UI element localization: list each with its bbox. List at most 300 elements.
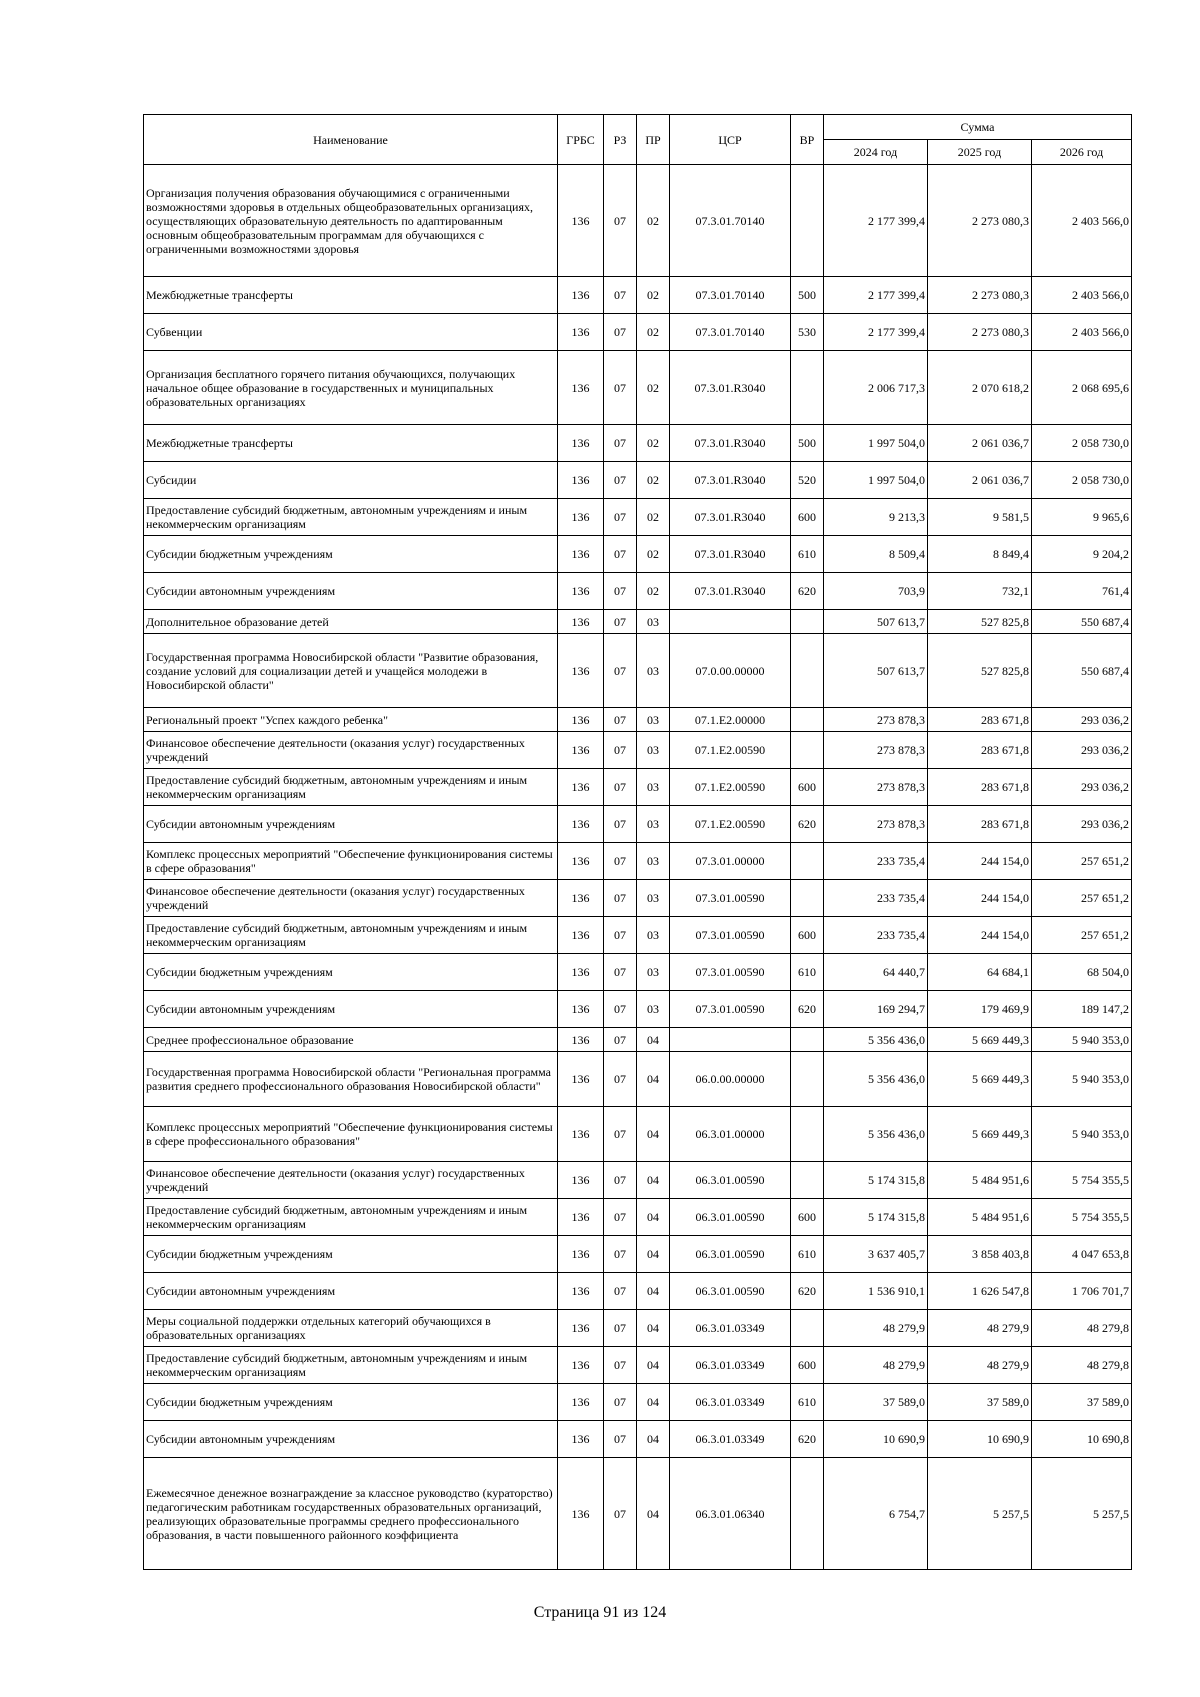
cell-csr: 07.3.01.00590 bbox=[670, 954, 791, 991]
cell-csr: 07.3.01.R3040 bbox=[670, 462, 791, 499]
cell-sum-2024: 1 997 504,0 bbox=[824, 462, 928, 499]
cell-grbs: 136 bbox=[558, 1384, 604, 1421]
cell-sum-2024: 6 754,7 bbox=[824, 1458, 928, 1570]
table-row bbox=[144, 1052, 1132, 1107]
cell-sum-2026: 293 036,2 bbox=[1032, 806, 1132, 843]
cell-name: Субсидии бюджетным учреждениям bbox=[144, 954, 558, 991]
cell-vr bbox=[791, 1107, 824, 1162]
cell-vr: 620 bbox=[791, 806, 824, 843]
cell-vr bbox=[791, 843, 824, 880]
table-row bbox=[144, 769, 1132, 806]
cell-pr: 03 bbox=[637, 806, 670, 843]
table-row bbox=[144, 732, 1132, 769]
table-row bbox=[144, 1310, 1132, 1347]
cell-pr: 03 bbox=[637, 769, 670, 806]
cell-sum-2024: 37 589,0 bbox=[824, 1384, 928, 1421]
cell-grbs: 136 bbox=[558, 165, 604, 277]
cell-vr: 530 bbox=[791, 314, 824, 351]
header-year-2025: 2025 год bbox=[928, 140, 1032, 165]
cell-sum-2024: 2 177 399,4 bbox=[824, 314, 928, 351]
cell-name: Предоставление субсидий бюджетным, автономным учреждениям и иным некоммерческим организациям bbox=[144, 769, 558, 806]
cell-vr bbox=[791, 351, 824, 425]
cell-grbs: 136 bbox=[558, 277, 604, 314]
cell-sum-2024: 5 356 436,0 bbox=[824, 1028, 928, 1052]
cell-csr: 07.1.E2.00590 bbox=[670, 769, 791, 806]
cell-csr: 07.3.01.70140 bbox=[670, 165, 791, 277]
cell-name: Региональный проект "Успех каждого ребенка" bbox=[144, 708, 558, 732]
cell-grbs: 136 bbox=[558, 536, 604, 573]
cell-pr: 02 bbox=[637, 351, 670, 425]
cell-rz: 07 bbox=[604, 634, 637, 708]
cell-name: Дополнительное образование детей bbox=[144, 610, 558, 634]
cell-sum-2026: 10 690,8 bbox=[1032, 1421, 1132, 1458]
cell-sum-2025: 48 279,9 bbox=[928, 1310, 1032, 1347]
cell-sum-2025: 2 061 036,7 bbox=[928, 462, 1032, 499]
cell-name: Субсидии bbox=[144, 462, 558, 499]
cell-csr: 06.3.01.03349 bbox=[670, 1310, 791, 1347]
cell-rz: 07 bbox=[604, 880, 637, 917]
cell-sum-2026: 189 147,2 bbox=[1032, 991, 1132, 1028]
cell-csr: 07.3.01.00590 bbox=[670, 991, 791, 1028]
table-row bbox=[144, 954, 1132, 991]
cell-sum-2026: 761,4 bbox=[1032, 573, 1132, 610]
cell-sum-2024: 5 174 315,8 bbox=[824, 1199, 928, 1236]
cell-sum-2024: 233 735,4 bbox=[824, 843, 928, 880]
cell-grbs: 136 bbox=[558, 314, 604, 351]
cell-vr bbox=[791, 634, 824, 708]
cell-sum-2025: 2 273 080,3 bbox=[928, 165, 1032, 277]
cell-sum-2025: 244 154,0 bbox=[928, 917, 1032, 954]
cell-name: Финансовое обеспечение деятельности (оказания услуг) государственных учреждений bbox=[144, 1162, 558, 1199]
cell-pr: 03 bbox=[637, 954, 670, 991]
cell-pr: 02 bbox=[637, 277, 670, 314]
cell-vr bbox=[791, 880, 824, 917]
cell-sum-2024: 703,9 bbox=[824, 573, 928, 610]
cell-rz: 07 bbox=[604, 806, 637, 843]
cell-name: Ежемесячное денежное вознаграждение за классное руководство (кураторство) педагогическим работникам государственных образовательных организаций, реализующих образовательные программы среднего профессионального образования, в части повышенного районного коэффициента bbox=[144, 1458, 558, 1570]
cell-sum-2026: 37 589,0 bbox=[1032, 1384, 1132, 1421]
cell-sum-2024: 5 356 436,0 bbox=[824, 1052, 928, 1107]
cell-pr: 04 bbox=[637, 1107, 670, 1162]
cell-vr: 610 bbox=[791, 1236, 824, 1273]
cell-pr: 03 bbox=[637, 991, 670, 1028]
cell-sum-2024: 169 294,7 bbox=[824, 991, 928, 1028]
cell-rz: 07 bbox=[604, 1458, 637, 1570]
cell-grbs: 136 bbox=[558, 917, 604, 954]
cell-rz: 07 bbox=[604, 1028, 637, 1052]
cell-pr: 04 bbox=[637, 1458, 670, 1570]
cell-pr: 02 bbox=[637, 573, 670, 610]
cell-rz: 07 bbox=[604, 1421, 637, 1458]
cell-name: Межбюджетные трансферты bbox=[144, 425, 558, 462]
cell-csr: 06.3.01.03349 bbox=[670, 1384, 791, 1421]
cell-grbs: 136 bbox=[558, 610, 604, 634]
cell-pr: 04 bbox=[637, 1273, 670, 1310]
table-row bbox=[144, 1421, 1132, 1458]
cell-sum-2026: 550 687,4 bbox=[1032, 634, 1132, 708]
cell-name: Среднее профессиональное образование bbox=[144, 1028, 558, 1052]
cell-grbs: 136 bbox=[558, 462, 604, 499]
cell-pr: 03 bbox=[637, 610, 670, 634]
cell-sum-2026: 9 965,6 bbox=[1032, 499, 1132, 536]
cell-sum-2024: 9 213,3 bbox=[824, 499, 928, 536]
cell-rz: 07 bbox=[604, 573, 637, 610]
cell-csr: 07.3.01.R3040 bbox=[670, 499, 791, 536]
cell-pr: 03 bbox=[637, 917, 670, 954]
cell-pr: 03 bbox=[637, 843, 670, 880]
cell-sum-2025: 283 671,8 bbox=[928, 769, 1032, 806]
cell-sum-2024: 273 878,3 bbox=[824, 732, 928, 769]
table-row bbox=[144, 1273, 1132, 1310]
cell-csr: 06.3.01.00590 bbox=[670, 1273, 791, 1310]
cell-pr: 04 bbox=[637, 1384, 670, 1421]
cell-sum-2026: 257 651,2 bbox=[1032, 917, 1132, 954]
cell-pr: 04 bbox=[637, 1162, 670, 1199]
cell-vr: 500 bbox=[791, 425, 824, 462]
cell-name: Субвенции bbox=[144, 314, 558, 351]
cell-sum-2024: 48 279,9 bbox=[824, 1347, 928, 1384]
cell-name: Финансовое обеспечение деятельности (оказания услуг) государственных учреждений bbox=[144, 880, 558, 917]
cell-sum-2026: 5 754 355,5 bbox=[1032, 1162, 1132, 1199]
cell-grbs: 136 bbox=[558, 1199, 604, 1236]
cell-sum-2025: 5 669 449,3 bbox=[928, 1052, 1032, 1107]
cell-grbs: 136 bbox=[558, 1347, 604, 1384]
cell-sum-2024: 8 509,4 bbox=[824, 536, 928, 573]
cell-csr: 07.3.01.00590 bbox=[670, 917, 791, 954]
cell-sum-2025: 5 484 951,6 bbox=[928, 1162, 1032, 1199]
cell-rz: 07 bbox=[604, 708, 637, 732]
cell-grbs: 136 bbox=[558, 1458, 604, 1570]
cell-name: Межбюджетные трансферты bbox=[144, 277, 558, 314]
cell-sum-2025: 283 671,8 bbox=[928, 708, 1032, 732]
cell-grbs: 136 bbox=[558, 1421, 604, 1458]
cell-grbs: 136 bbox=[558, 499, 604, 536]
table-row bbox=[144, 277, 1132, 314]
table-row bbox=[144, 1458, 1132, 1570]
cell-name: Государственная программа Новосибирской области "Региональная программа развития среднего профессионального образования Новосибирской области" bbox=[144, 1052, 558, 1107]
cell-pr: 04 bbox=[637, 1236, 670, 1273]
cell-vr: 500 bbox=[791, 277, 824, 314]
cell-sum-2024: 5 356 436,0 bbox=[824, 1107, 928, 1162]
cell-name: Предоставление субсидий бюджетным, автономным учреждениям и иным некоммерческим организациям bbox=[144, 499, 558, 536]
cell-sum-2026: 5 754 355,5 bbox=[1032, 1199, 1132, 1236]
cell-sum-2024: 233 735,4 bbox=[824, 917, 928, 954]
cell-name: Субсидии бюджетным учреждениям bbox=[144, 536, 558, 573]
cell-csr: 06.0.00.00000 bbox=[670, 1052, 791, 1107]
cell-pr: 04 bbox=[637, 1052, 670, 1107]
cell-pr: 03 bbox=[637, 634, 670, 708]
header-grbs: ГРБС bbox=[558, 115, 604, 165]
table-row bbox=[144, 1162, 1132, 1199]
header-csr: ЦСР bbox=[670, 115, 791, 165]
cell-csr: 07.3.01.R3040 bbox=[670, 536, 791, 573]
cell-csr: 06.3.01.00590 bbox=[670, 1199, 791, 1236]
cell-csr: 07.3.01.70140 bbox=[670, 277, 791, 314]
cell-vr: 600 bbox=[791, 917, 824, 954]
cell-sum-2025: 37 589,0 bbox=[928, 1384, 1032, 1421]
cell-grbs: 136 bbox=[558, 769, 604, 806]
cell-vr bbox=[791, 708, 824, 732]
cell-vr: 600 bbox=[791, 1347, 824, 1384]
cell-grbs: 136 bbox=[558, 1162, 604, 1199]
cell-sum-2024: 2 177 399,4 bbox=[824, 165, 928, 277]
cell-sum-2025: 9 581,5 bbox=[928, 499, 1032, 536]
table-row bbox=[144, 1107, 1132, 1162]
cell-name: Субсидии автономным учреждениям bbox=[144, 573, 558, 610]
table-row bbox=[144, 610, 1132, 634]
cell-pr: 04 bbox=[637, 1310, 670, 1347]
cell-name: Комплекс процессных мероприятий "Обеспечение функционирования системы в сфере профессионального образования" bbox=[144, 1107, 558, 1162]
cell-sum-2025: 5 484 951,6 bbox=[928, 1199, 1032, 1236]
cell-rz: 07 bbox=[604, 1162, 637, 1199]
cell-sum-2026: 48 279,8 bbox=[1032, 1310, 1132, 1347]
page-number: Страница 91 из 124 bbox=[533, 1604, 667, 1621]
cell-sum-2025: 283 671,8 bbox=[928, 806, 1032, 843]
cell-sum-2026: 2 403 566,0 bbox=[1032, 314, 1132, 351]
header-name: Наименование bbox=[144, 115, 558, 165]
cell-vr: 600 bbox=[791, 769, 824, 806]
cell-grbs: 136 bbox=[558, 634, 604, 708]
cell-sum-2024: 2 006 717,3 bbox=[824, 351, 928, 425]
cell-name: Организация бесплатного горячего питания обучающихся, получающих начальное общее образование в государственных и муниципальных образовательных организациях bbox=[144, 351, 558, 425]
cell-csr: 07.3.01.R3040 bbox=[670, 573, 791, 610]
cell-csr bbox=[670, 610, 791, 634]
cell-vr: 600 bbox=[791, 499, 824, 536]
cell-name: Субсидии автономным учреждениям bbox=[144, 991, 558, 1028]
cell-sum-2026: 2 068 695,6 bbox=[1032, 351, 1132, 425]
cell-sum-2024: 10 690,9 bbox=[824, 1421, 928, 1458]
table-row bbox=[144, 573, 1132, 610]
cell-name: Предоставление субсидий бюджетным, автономным учреждениям и иным некоммерческим организациям bbox=[144, 1199, 558, 1236]
cell-sum-2026: 48 279,8 bbox=[1032, 1347, 1132, 1384]
cell-rz: 07 bbox=[604, 499, 637, 536]
cell-pr: 02 bbox=[637, 165, 670, 277]
cell-rz: 07 bbox=[604, 732, 637, 769]
cell-sum-2025: 2 070 618,2 bbox=[928, 351, 1032, 425]
header-year-2026: 2026 год bbox=[1032, 140, 1132, 165]
cell-grbs: 136 bbox=[558, 708, 604, 732]
table-row bbox=[144, 1028, 1132, 1052]
cell-sum-2026: 293 036,2 bbox=[1032, 732, 1132, 769]
table-row bbox=[144, 1236, 1132, 1273]
header-sum: Сумма bbox=[824, 115, 1132, 140]
cell-grbs: 136 bbox=[558, 351, 604, 425]
cell-csr: 06.3.01.03349 bbox=[670, 1347, 791, 1384]
cell-vr bbox=[791, 1052, 824, 1107]
cell-sum-2026: 2 058 730,0 bbox=[1032, 425, 1132, 462]
cell-pr: 04 bbox=[637, 1199, 670, 1236]
cell-pr: 02 bbox=[637, 425, 670, 462]
cell-sum-2025: 179 469,9 bbox=[928, 991, 1032, 1028]
cell-sum-2025: 48 279,9 bbox=[928, 1347, 1032, 1384]
cell-csr: 07.3.01.R3040 bbox=[670, 351, 791, 425]
cell-csr: 06.3.01.00000 bbox=[670, 1107, 791, 1162]
cell-csr: 07.3.01.R3040 bbox=[670, 425, 791, 462]
cell-rz: 07 bbox=[604, 314, 637, 351]
cell-vr: 610 bbox=[791, 536, 824, 573]
cell-pr: 02 bbox=[637, 499, 670, 536]
cell-sum-2024: 2 177 399,4 bbox=[824, 277, 928, 314]
cell-vr bbox=[791, 610, 824, 634]
cell-sum-2025: 283 671,8 bbox=[928, 732, 1032, 769]
cell-sum-2026: 4 047 653,8 bbox=[1032, 1236, 1132, 1273]
cell-pr: 02 bbox=[637, 462, 670, 499]
cell-name: Субсидии бюджетным учреждениям bbox=[144, 1384, 558, 1421]
cell-name: Предоставление субсидий бюджетным, автономным учреждениям и иным некоммерческим организациям bbox=[144, 1347, 558, 1384]
table-row bbox=[144, 1199, 1132, 1236]
cell-rz: 07 bbox=[604, 351, 637, 425]
cell-vr bbox=[791, 1162, 824, 1199]
cell-pr: 03 bbox=[637, 732, 670, 769]
table-row bbox=[144, 843, 1132, 880]
cell-sum-2025: 64 684,1 bbox=[928, 954, 1032, 991]
budget-table bbox=[143, 114, 1132, 1570]
cell-rz: 07 bbox=[604, 917, 637, 954]
cell-sum-2026: 5 940 353,0 bbox=[1032, 1052, 1132, 1107]
cell-sum-2024: 1 536 910,1 bbox=[824, 1273, 928, 1310]
cell-sum-2025: 732,1 bbox=[928, 573, 1032, 610]
cell-sum-2024: 507 613,7 bbox=[824, 610, 928, 634]
cell-name: Субсидии автономным учреждениям bbox=[144, 1421, 558, 1458]
cell-sum-2026: 68 504,0 bbox=[1032, 954, 1132, 991]
cell-grbs: 136 bbox=[558, 1052, 604, 1107]
cell-sum-2026: 257 651,2 bbox=[1032, 843, 1132, 880]
cell-sum-2024: 273 878,3 bbox=[824, 708, 928, 732]
cell-rz: 07 bbox=[604, 1310, 637, 1347]
cell-name: Предоставление субсидий бюджетным, автономным учреждениям и иным некоммерческим организациям bbox=[144, 917, 558, 954]
table-row bbox=[144, 708, 1132, 732]
header-year-2024: 2024 год bbox=[824, 140, 928, 165]
cell-sum-2025: 244 154,0 bbox=[928, 880, 1032, 917]
cell-csr: 07.1.E2.00590 bbox=[670, 806, 791, 843]
cell-vr: 620 bbox=[791, 1421, 824, 1458]
cell-vr: 600 bbox=[791, 1199, 824, 1236]
cell-csr: 07.1.E2.00000 bbox=[670, 708, 791, 732]
cell-name: Государственная программа Новосибирской области "Развитие образования, создание условий для социализации детей и учащейся молодежи в Новосибирской области" bbox=[144, 634, 558, 708]
cell-name: Субсидии автономным учреждениям bbox=[144, 1273, 558, 1310]
cell-sum-2026: 5 940 353,0 bbox=[1032, 1028, 1132, 1052]
cell-rz: 07 bbox=[604, 277, 637, 314]
cell-sum-2026: 293 036,2 bbox=[1032, 769, 1132, 806]
cell-rz: 07 bbox=[604, 1347, 637, 1384]
cell-sum-2025: 2 273 080,3 bbox=[928, 277, 1032, 314]
cell-sum-2025: 10 690,9 bbox=[928, 1421, 1032, 1458]
cell-sum-2024: 233 735,4 bbox=[824, 880, 928, 917]
cell-rz: 07 bbox=[604, 1236, 637, 1273]
table-row bbox=[144, 991, 1132, 1028]
table-row bbox=[144, 880, 1132, 917]
cell-rz: 07 bbox=[604, 1052, 637, 1107]
table-row bbox=[144, 634, 1132, 708]
cell-rz: 07 bbox=[604, 536, 637, 573]
header-pr: ПР bbox=[637, 115, 670, 165]
cell-grbs: 136 bbox=[558, 880, 604, 917]
cell-sum-2025: 527 825,8 bbox=[928, 610, 1032, 634]
cell-name: Организация получения образования обучающимися с ограниченными возможностями здоровья в отдельных общеобразовательных организациях, осуществляющих образовательную деятельность по адаптированным основным общеобразовательным программам для обучающихся с ограниченными возможностями здоровья bbox=[144, 165, 558, 277]
cell-rz: 07 bbox=[604, 954, 637, 991]
table-row bbox=[144, 536, 1132, 573]
cell-pr: 04 bbox=[637, 1347, 670, 1384]
cell-csr: 06.3.01.06340 bbox=[670, 1458, 791, 1570]
cell-vr bbox=[791, 1028, 824, 1052]
table-row bbox=[144, 806, 1132, 843]
cell-csr: 07.3.01.00000 bbox=[670, 843, 791, 880]
cell-grbs: 136 bbox=[558, 843, 604, 880]
cell-vr bbox=[791, 165, 824, 277]
cell-rz: 07 bbox=[604, 1384, 637, 1421]
cell-rz: 07 bbox=[604, 425, 637, 462]
cell-grbs: 136 bbox=[558, 425, 604, 462]
cell-csr: 07.1.E2.00590 bbox=[670, 732, 791, 769]
cell-rz: 07 bbox=[604, 843, 637, 880]
table-row bbox=[144, 1384, 1132, 1421]
cell-vr bbox=[791, 1310, 824, 1347]
cell-csr: 06.3.01.00590 bbox=[670, 1162, 791, 1199]
cell-csr: 07.0.00.00000 bbox=[670, 634, 791, 708]
cell-name: Субсидии бюджетным учреждениям bbox=[144, 1236, 558, 1273]
cell-pr: 04 bbox=[637, 1028, 670, 1052]
cell-rz: 07 bbox=[604, 610, 637, 634]
cell-vr: 610 bbox=[791, 1384, 824, 1421]
cell-grbs: 136 bbox=[558, 573, 604, 610]
table-row bbox=[144, 462, 1132, 499]
cell-pr: 02 bbox=[637, 314, 670, 351]
cell-pr: 04 bbox=[637, 1421, 670, 1458]
cell-vr: 620 bbox=[791, 1273, 824, 1310]
cell-rz: 07 bbox=[604, 462, 637, 499]
cell-sum-2025: 8 849,4 bbox=[928, 536, 1032, 573]
cell-name: Комплекс процессных мероприятий "Обеспечение функционирования системы в сфере образования" bbox=[144, 843, 558, 880]
table-row bbox=[144, 499, 1132, 536]
cell-vr: 620 bbox=[791, 573, 824, 610]
table-row bbox=[144, 351, 1132, 425]
cell-sum-2025: 2 273 080,3 bbox=[928, 314, 1032, 351]
cell-sum-2025: 5 669 449,3 bbox=[928, 1107, 1032, 1162]
cell-sum-2024: 1 997 504,0 bbox=[824, 425, 928, 462]
cell-sum-2024: 3 637 405,7 bbox=[824, 1236, 928, 1273]
cell-sum-2024: 64 440,7 bbox=[824, 954, 928, 991]
table-row bbox=[144, 917, 1132, 954]
header-rz: РЗ bbox=[604, 115, 637, 165]
cell-grbs: 136 bbox=[558, 806, 604, 843]
cell-grbs: 136 bbox=[558, 1236, 604, 1273]
cell-grbs: 136 bbox=[558, 1273, 604, 1310]
cell-sum-2026: 293 036,2 bbox=[1032, 708, 1132, 732]
header-vr: ВР bbox=[791, 115, 824, 165]
cell-sum-2024: 273 878,3 bbox=[824, 806, 928, 843]
cell-rz: 07 bbox=[604, 1273, 637, 1310]
table-row bbox=[144, 1347, 1132, 1384]
cell-sum-2026: 2 058 730,0 bbox=[1032, 462, 1132, 499]
cell-csr bbox=[670, 1028, 791, 1052]
cell-sum-2026: 5 940 353,0 bbox=[1032, 1107, 1132, 1162]
cell-sum-2026: 1 706 701,7 bbox=[1032, 1273, 1132, 1310]
cell-vr: 520 bbox=[791, 462, 824, 499]
cell-grbs: 136 bbox=[558, 1310, 604, 1347]
cell-csr: 07.3.01.00590 bbox=[670, 880, 791, 917]
cell-sum-2025: 3 858 403,8 bbox=[928, 1236, 1032, 1273]
cell-sum-2025: 244 154,0 bbox=[928, 843, 1032, 880]
cell-name: Финансовое обеспечение деятельности (оказания услуг) государственных учреждений bbox=[144, 732, 558, 769]
cell-vr bbox=[791, 1458, 824, 1570]
cell-grbs: 136 bbox=[558, 1028, 604, 1052]
cell-sum-2024: 507 613,7 bbox=[824, 634, 928, 708]
cell-sum-2026: 2 403 566,0 bbox=[1032, 277, 1132, 314]
cell-sum-2026: 9 204,2 bbox=[1032, 536, 1132, 573]
cell-vr: 620 bbox=[791, 991, 824, 1028]
cell-sum-2024: 5 174 315,8 bbox=[824, 1162, 928, 1199]
cell-sum-2024: 48 279,9 bbox=[824, 1310, 928, 1347]
